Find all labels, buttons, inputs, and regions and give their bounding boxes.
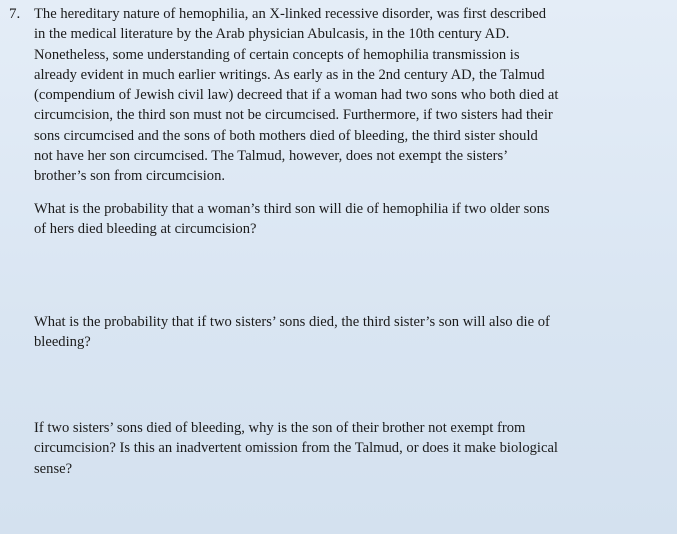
question-line: If two sisters’ sons died of bleeding, why is the son of their brother not exempt from: [34, 420, 526, 436]
question-line: of hers died bleeding at circumcision?: [34, 221, 257, 238]
intro-line: The hereditary nature of hemophilia, an X-linked recessive disorder, was first described: [34, 6, 547, 22]
question-line: sense?: [34, 460, 73, 477]
intro-line: Nonetheless, some understanding of certain concepts of hemophilia transmission is: [34, 46, 520, 63]
intro-line: in the medical literature by the Arab physician Abulcasis, in the 10th century AD.: [34, 26, 510, 43]
question-3: [34, 418, 644, 479]
intro-line: brother’s son from circumcision.: [34, 168, 226, 185]
question-line: What is the probability that a woman’s third son will die of hemophilia if two older sons: [34, 201, 550, 217]
intro-line: (compendium of Jewish civil law) decreed that if a woman had two sons who both died at: [34, 87, 559, 104]
problem-number: 7.: [9, 6, 21, 22]
intro-line: sons circumcised and the sons of both mothers died of bleeding, the third sister should: [34, 127, 538, 144]
question-line: What is the probability that if two sisters’ sons died, the third sister’s son will also die of: [34, 314, 550, 330]
problem-intro-paragraph: [34, 4, 644, 187]
intro-line: not have her son circumcised. The Talmud, however, does not exempt the sisters’: [34, 148, 509, 165]
question-line: bleeding?: [34, 334, 91, 351]
intro-line: already evident in much earlier writings. As early as in the 2nd century AD, the Talmud: [34, 66, 545, 83]
question-1: [34, 199, 644, 240]
intro-line: circumcision, the third son must not be circumcised. Furthermore, if two sisters had their: [34, 107, 553, 124]
question-2: [34, 312, 644, 353]
question-line: circumcision? Is this an inadvertent omission from the Talmud, or does it make biological: [34, 440, 558, 457]
